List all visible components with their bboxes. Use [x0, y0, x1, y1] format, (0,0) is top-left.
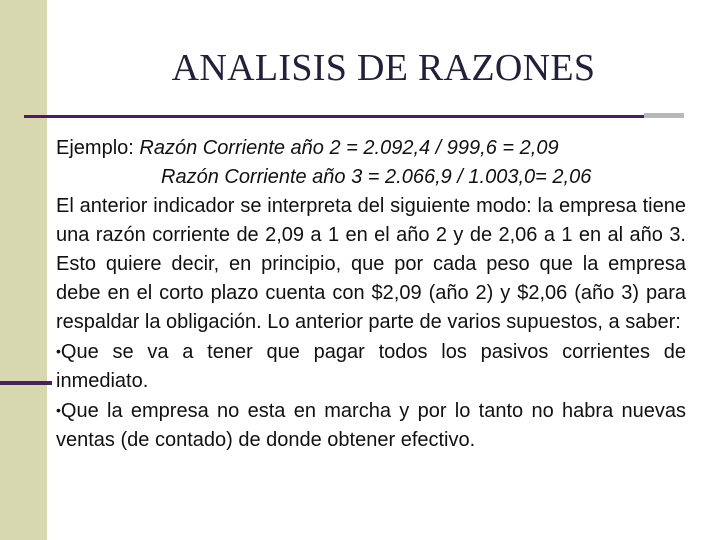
example-formula-1: Razón Corriente año 2 = 2.092,4 / 999,6 = 2,09: [139, 137, 559, 159]
bullet-text: Que la empresa no esta en marcha y por lo tanto no habra nuevas ventas (de contado) de donde obtener efectivo.: [56, 400, 686, 451]
bullet-item: [56, 396, 686, 455]
slide-body: [56, 134, 686, 455]
bullet-text: Que se va a tener que pagar todos los pasivos corrientes de inmediato.: [56, 341, 686, 392]
example-formula-2: Razón Corriente año 3 = 2.066,9 / 1.003,0= 2,06: [161, 166, 592, 188]
title-divider-gray: [644, 113, 684, 118]
slide-title: ANALISIS DE RAZONES: [171, 47, 596, 89]
bullet-icon: •: [56, 402, 61, 418]
bullet-item: [56, 337, 686, 396]
example-line-1: [56, 134, 686, 163]
interpretation-paragraph: El anterior indicador se interpreta del siguiente modo: la empresa tiene una razón corriente de 2,09 a 1 en el año 2 y de 2,06 a 1 en al año 3. Esto quiere decir, en principio, que por cada peso que la empresa debe en el corto plazo cuenta con $2,09 (año 2) y $2,06 (año 3) para respaldar la obligación. Lo anterior parte de varios supuestos, a saber:: [56, 195, 686, 333]
left-accent-bar: [0, 381, 52, 385]
title-divider-dark: [24, 115, 644, 118]
bullet-icon: •: [56, 343, 61, 359]
left-decorative-band: [0, 0, 47, 540]
example-label: Ejemplo:: [56, 137, 140, 159]
